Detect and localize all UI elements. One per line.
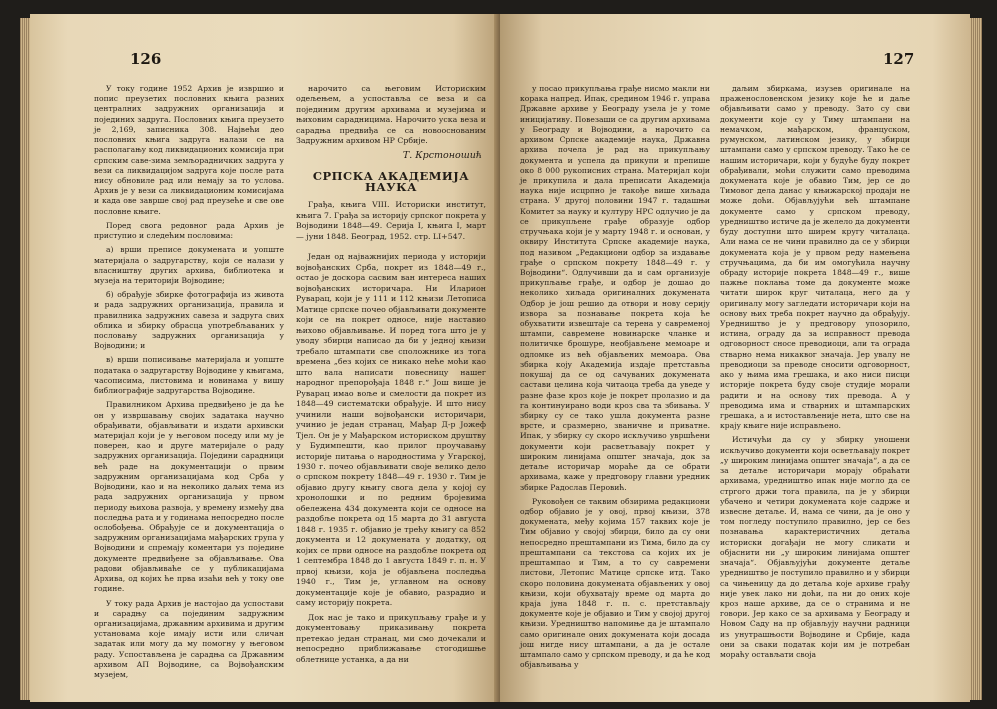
list-item: б) обрађује збирке фотографија из живота и рада задружних организација, правила и правилника задружних савеза и задруга свих облика и збирку обрасца употребљаваних у пословању задружних организација у Војводини; и (94, 290, 284, 351)
paragraph: нарочито са његовим Историским одељењем, а успоставља се веза и са појединим другим архивама и музејима и њиховим сарадницима. Нарочито уска веза и сарадња предвиђа се са новооснованим Задружним архивом НР Србије. (296, 84, 486, 146)
paragraph: Правилником Архива предвиђено је да ће он у извршавању својих задатака научно обрађивати, објављивати и издати архивски материјал који је у његовом поседу или му је поверен, као и друге материјале о раду задружних организација. Поједини сарадници већ раде на документацији о првим задружним организацијама код Срба у Војводини, као и на неколико даљих тема из рада задружних организација у првом периоду њихова развоја, у времену између два последња рата и у годинама непосредно после ослобођења. Обрађује се и документација о задружним организацијама мађарских група у Војводини и спремају коментари уз поједине документе предвиђене за објављивање. Ова радови објављиваће се у публикацијама Архива, од којих ће прва изаћи већ у току ове године. (94, 400, 284, 594)
left-page (30, 14, 500, 702)
paragraph: Један од најважнијих периода у историји војвођанских Срба, покрет из 1848—49 г., остао је доскора сасвим ван интереса наших војвођанских историчара. Ни Иларион Руварац, који је у 111 и 112 књизи Летописа Матице српске почео објављивати документе који се на покрет односе, није наставио њихово објављивање. И поред тога што је у уводу збирци написао да би у једној књизи требало штампати све сположнике из тога времена „без којих се никако неће моћи као што вала написати повесницу нашег народног препорођаја 1848 г.“ Још више је Руварац имао воље и смелости да покрет из 1848—49 систематски обрађује. И што нису учинили наши војвођански историчари, учинио је један странац, Мађар Д-р Јожеф Тјел. Он је у Мађарском историском друштву у Будимпешти, као прилог проучавању историје питања о народностима у Угарској, 1930 г. почео објављивати своје велико дело о српском покрету 1848—49 г. 1930 г. Тим је објавио другу књигу свога дела у којој су хронолошки и по редним бројевима обележена 434 документа који се односе на раздобље покрета од 15 марта до 31 августа 1848 г. 1935 г. објавио је трећу књигу са 852 документа и 12 докумената у додатку, од којих се први односе на раздобље покрета од 1 септембра 1848 до 1 августа 1849 г. п. н. У првој књизи, која је објављена последња 1940 г., Тим је, углавном на основу документације које је обавио, разрадио и саму историју покрета. (296, 252, 486, 608)
paragraph: Поред свога редовног рада Архив је приступио и следећим пословима: (94, 220, 284, 241)
paragraph: Док нас је тако и прикупљању грађе и у документовању приказивању покрета претекао један странац, ми смо дочекали и непосредно приближавање стогодишње облетнице устанка, а да ни (296, 612, 486, 664)
bibliographic-entry: Грађа, књига VIII. Историски институт, књига 7. Грађа за историју српског покрета у Војводини 1848—49. Серија I, књига I, март — јуни 1848. Београд, 1952. стр. LI+547. (296, 200, 486, 241)
paragraph: даљим збиркама, изузев оригинале на праженословенском језику које ће и даље објављивати само у преводу. Зато су сви документи које су у Тиму штампани на немачком, мађарском, француском, румунском, латинском језику, у збирци штампани само у српском преводу. Тако ће се нашим историчари, који у будуће буду покрет обрађивали, моћи служити само преводима докумената које је обавио Тим, јер се до Тимовог дела данас у књижарској продаји не може доћи. Објављујући већ штампане документе само у српском преводу, уредништво истиче да је желело да документи буду доступни што ширем кругу читалаца. Али нама се не чини правилно да се у збирци докумената која је у првом реду намењена стручњацима, да би им омогућила научну обраду историје покрета 1848—49 г., више пажње поклања томе да документе може читати широк круг читалаца, него да у оригиналу могу загледати историчари који на основу њих треба покрет научно да обрађују. Уредништво је у предговору упозорило, истина, ограду да за исправност превода одговорност сносе преводиоци, али та ограда стварно нема никаквог значаја. Јер увалу не преводиоци за преводе сносити одговорност, ако у њима има грешака, и ако ниси писци историје покрета буду своје студије морали радити и на основу тих превода. А у преводима има и стварних и штампарских грешака, а и истостављеније нета, што све на крају књиге није исправљено. (720, 84, 910, 431)
list-item: а) врши преписе докумената и уопште материјала о задругарству, који се налази у власништву других архива, библиотека и музеја на територији Војводине; (94, 245, 284, 285)
section-heading: СРПСКА АКАДЕМИЈА НАУКА (312, 169, 470, 194)
page-number-right: 127 (883, 50, 915, 68)
paragraph: Руковођен се таквим обзирима редакциони одбор објавио је у овој, првој књизи, 378 докумената, међу којима 157 таквих које је Тим објавио у својој збирци, било да су они непосредно прештампани из Тима, било да су прештампани са текстова са којих их је прештампао и Тим, а то су савремени листови, Летопис Матице српске итд. Тако скоро половина докумената објављених у овој књизи, који обухватају време од марта до краја јуна 1848 г. п. с. претстављају документе које је објавио и Тим у својој другој књизи. Уредништво напомиње да је штампало само оригинале оних докумената који досада још нигде нису штампани, а да је остале штампало само у српском преводу, и да ће код објављивања у (520, 496, 710, 670)
author-signature: Т. Крстоношић (402, 149, 482, 161)
paragraph: Истичући да су у збирку уношени искључиво документи који осветљавају покрет „у широким линијама општег значаја“, а да се за детаље историчари морају обраћати архивама, уредништво ипак није могло да се стргого држи тога правила, па је у збирци убачено и четири докумената које садрже и извесне детаље. И, нама се чини, да је оно у том погледу поступило правилно, јер се без познавања карактеристичних детаља историски догађаји не могу сликати и објаснити ни „у широким линијама општег значаја“. Објављујући документе детаље уредништво је поступило правилно и у збирци са чињеницу да до детаља које архиве грађу није увек лако ни доћи, па ни до оних које кроз наше архиве, да се о странима и не говори. Јер како се за архивама у Београду и Новом Саду на пр објављују научни радници из унутрашњости Војводине и Србије, када они за сваки податак који им је потребан мораћу остављати своја (720, 435, 910, 660)
page-edge-left (20, 18, 30, 700)
right-page-column-2 (720, 84, 910, 664)
right-page-column-1 (520, 84, 710, 674)
paragraph: У току године 1952 Архив је извршио и попис преузетих пословних књига разних централних задружних организација и појединих задруга. Пословних књига преузето је 2,169, записника 308. Највећи део пословних књига задруга налази се на располагању код ликвидационих комисија при српским саве-зима земљорадничких задруга у вези са ликвидацијом задруга које после рата нису обновиле рад или немају за то услова. Архив је у вези са ликвидационим комисијама и када ове заврше свој рад преузеће и све ове пословне књиге. (94, 84, 284, 216)
paragraph: у посао прикупљања грађе нисмо макли ни корака напред. Ипак, средином 1946 г. управа Државне архиве у Београду узела је у томе иницијативу. Повезаши се са другим архивама у Београду и Војводини, а нарочито са архивом Српске академије наука, Државна архива почела је рад на прикупљању документа и успела да прикупи и препише око 8 000 рукописних страна. Материјал који је прикупила и дала преписати Академија наука није исцрпно је такође више хиљада страна. У другој половини 1947 г. тадашњи Комитет за науку и културу НРС одлучио је да се прикупљене грађе образује одбор стручњака који је у марту 1948 г. и основан, у оквиру Института Српске академије наука, под називом „Редакциони одбор за издавање грађе о српском покрету 1848—49 г. у Војводини“. Одлучивши да и сам организује прикупљање грађе, и одбор је дошао до неколико хиљада оригиналних докумената Одбор је још решио да отвори и нову серију извора за познавање покрета која ће обухватити извештаје са терена у савременој штампи, савремене новинарске чланке и политичке брошуре, необјављене мемоаре и одломке из већ објављених мемоара. Ова збирка коју Академија издаје претставља покушај да се од сачуваних докумената састави целина која читаоца треба да уведе у разне фазе кроз које је покрет пролазио и да га континуирано води кроз сва та збивања. У збирку су се тако ушла документа разне врсте, и сразмерно, званичне и приватне. Ипак, у збирку су скоро искључиво увршћени документи који расветљавају покрет у широким линијама општег значаја, док за детаље историчар мораће да се обрати архивама, каже у предговору главни уредник збирке Радослав Перовић. (520, 84, 710, 492)
page-number-left: 126 (130, 50, 162, 68)
left-page-column-2 (296, 84, 486, 669)
paragraph: У току рада Архив је настојао да успостави и сарадњу са појединим задружним организацијама, државним архивима и другим установама које имају исти или сличан задатак или могу да му помогну у његовом раду. Успостављена је сарадња са Државним архивом АП Војводине, са Војвођанским музејем, (94, 598, 284, 680)
left-page-column-1 (94, 84, 284, 684)
page-edge-right (970, 18, 982, 700)
list-item: в) врши пописивање материјала и уопште података о задругарству Војводине у књигама, часописима, листовима и новинама у вишу библиографије задругарства Војводине. (94, 355, 284, 396)
right-page (500, 14, 970, 702)
